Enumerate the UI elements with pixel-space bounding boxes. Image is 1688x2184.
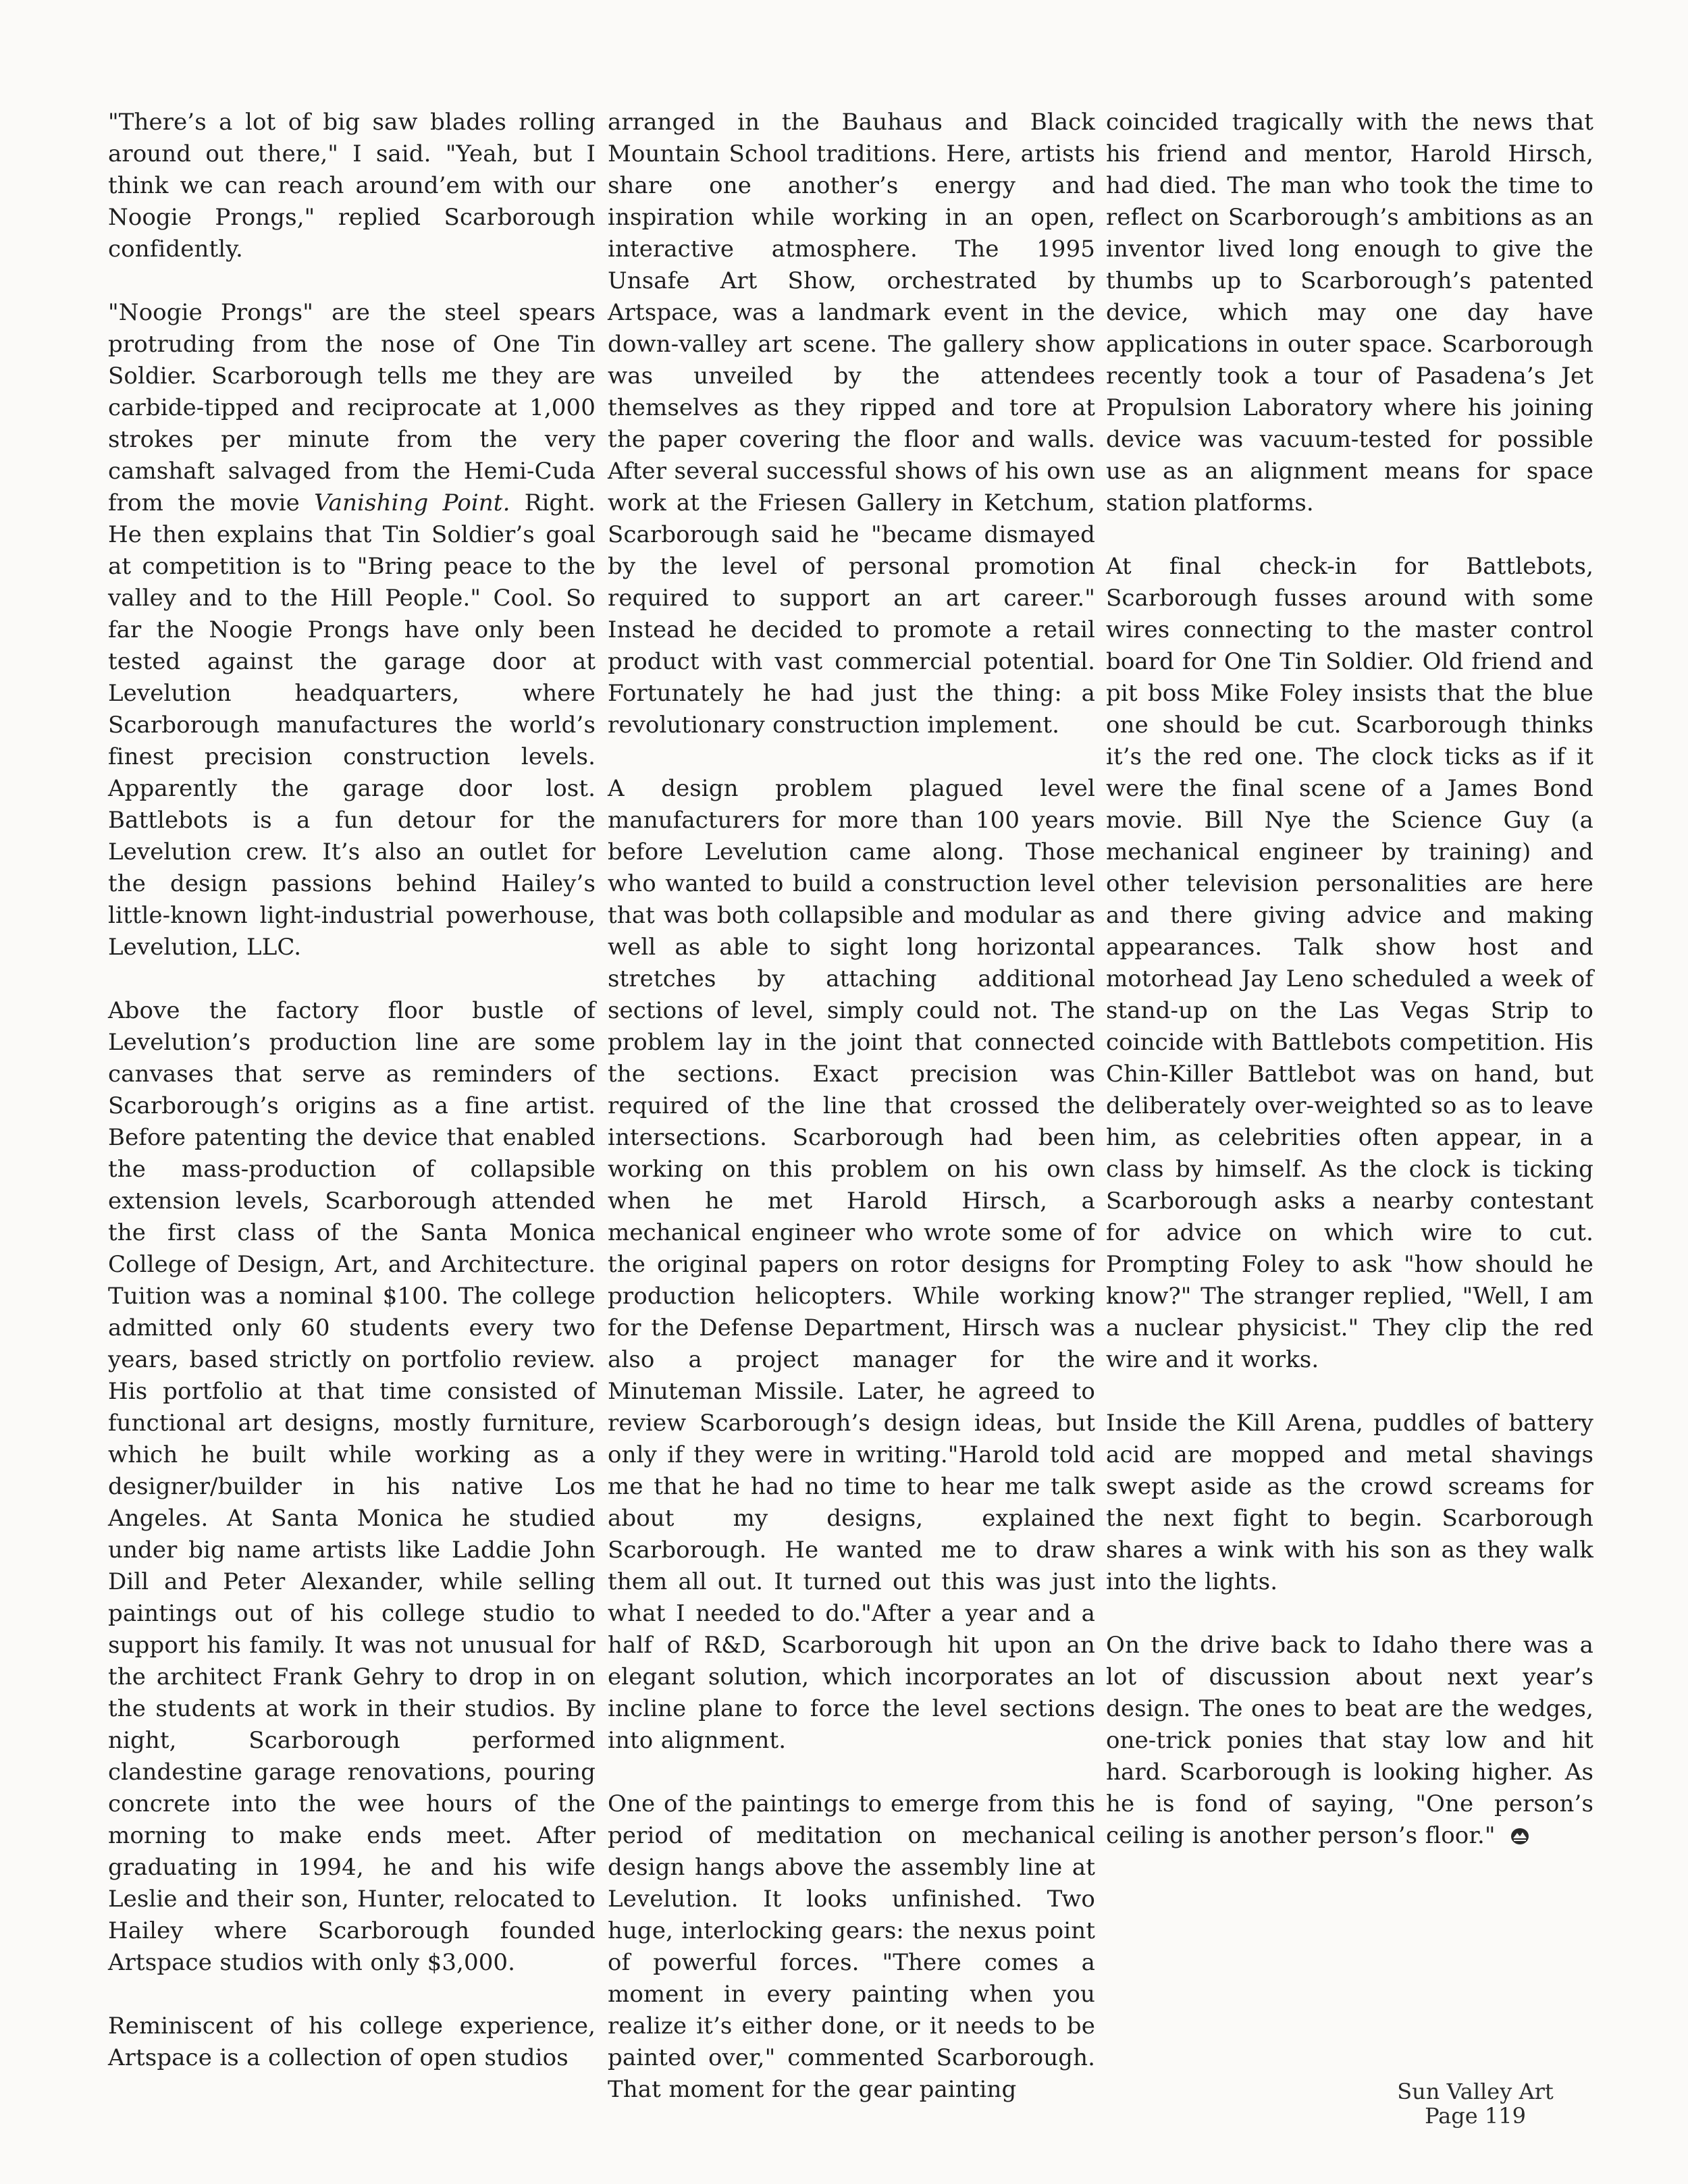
paragraph: Above the factory floor bustle of Levelution’s production line are some canvases that serve as reminders of Scarborough’s origins as a fine artist. Before patenting the device that enabled the mass-production of collapsible extension levels, Scarborough attended the first class of the Santa Monica College of Design, Art, and Architecture. Tuition was a nominal $100. The college admitted only 60 students every two years, based strictly on portfolio review. His portfolio at that time consisted of functional art designs, mostly furniture, which he built while working as a designer/builder in his native Los Angeles. At Santa Monica he studied under big name artists like Laddie John Dill and Peter Alexander, while selling paintings out of his college studio to support his family. It was not unusual for the architect Frank Gehry to drop in on the students at work in their studios. By night, Scarborough performed clandestine garage renovations, pouring concrete into the wee hours of the morning to make ends meet. After graduating in 1994, he and his wife Leslie and their son, Hunter, relocated to Hailey where Scarborough founded Artspace studios with only $3,000. [108, 997, 596, 1976]
sun-valley-logo-icon [1510, 1827, 1530, 1846]
paragraph: One of the paintings to emerge from this period of meditation on mechanical design hangs above the assembly line at Levelution. It looks unfinished. Two huge, interlocking gears: the nexus point of powerful forces. "There comes a moment in every painting when you realize it’s either done, or it needs to be painted over," commented Scarborough. That moment for the gear painting [608, 1790, 1095, 2103]
page-number: Page 119 [1425, 2103, 1526, 2129]
column-3 [1106, 107, 1593, 1884]
paragraph: On the drive back to Idaho there was a lot of discussion about next year’s design. The ones to beat are the wedges, one-trick ponies that stay low and hit hard. Scarborough is looking higher. As he is fond of saying, "One person’s ceiling is another person’s floor." [1106, 1632, 1593, 1849]
paragraph: coincided tragically with the news that his friend and mentor, Harold Hirsch, had died. The man who took the time to reflect on Scarborough’s ambitions as an inventor lived long enough to give the thumbs up to Scarborough’s patented device, which may one day have applications in outer space. Scarborough recently took a tour of Pasadena’s Jet Propulsion Laboratory where his joining device was vacuum-tested for possible use as an alignment means for space station platforms. [1106, 109, 1593, 516]
column-1 [108, 107, 596, 2106]
page-footer [1374, 2079, 1577, 2128]
paragraph: "Noogie Prongs" are the steel spears protruding from the nose of One Tin Soldier. Scarborough tells me they are carbide-tipped and reciprocate at 1,000 strokes per minute from the very camshaft salvaged from the Hemi-Cuda from the movie Vanishing Point. Right. He then explains that Tin Soldier’s goal at competition is to "Bring peace to the valley and to the Hill People." Cool. So far the Noogie Prongs have only been tested against the garage door at Levelution headquarters, where Scarborough manufactures the world’s finest precision construction levels. Apparently the garage door lost. Battlebots is a fun detour for the Levelution crew. It’s also an outlet for the design passions behind Hailey’s little-known light-industrial powerhouse, Levelution, LLC. [108, 299, 596, 961]
column-2 [608, 107, 1095, 2137]
publication-name: Sun Valley Art [1397, 2079, 1554, 2104]
paragraph: At final check-in for Battlebots, Scarborough fusses around with some wires connecting to the master control board for One Tin Soldier. Old friend and pit boss Mike Foley insists that the blue one should be cut. Scarborough thinks it’s the red one. The clock ticks as if it were the final scene of a James Bond movie. Bill Nye the Science Guy (a mechanical engineer by training) and other television personalities are here and there giving advice and making appearances. Talk show host and motorhead Jay Leno scheduled a week of stand-up on the Las Vegas Strip to coincide with Battlebots competition. His Chin-Killer Battlebot was on hand, but deliberately over-weighted so as to leave him, as celebrities often appear, in a class by himself. As the clock is ticking Scarborough asks a nearby contestant for advice on which wire to cut. Prompting Foley to ask "how should he know?" The stranger replied, "Well, I am a nuclear physicist." They clip the red wire and it works. [1106, 553, 1593, 1373]
paragraph: A design problem plagued level manufacturers for more than 100 years before Levelution came along. Those who wanted to build a construction level that was both collapsible and modular as well as able to sight long horizontal stretches by attaching additional sections of level, simply could not. The problem lay in the joint that connected the sections. Exact precision was required of the line that crossed the intersections. Scarborough had been working on this problem on his own when he met Harold Hirsch, a mechanical engineer who wrote some of the original papers on rotor designs for production helicopters. While working for the Defense Department, Hirsch was also a project manager for the Minuteman Missile. Later, he agreed to review Scarborough’s design ideas, but only if they were in writing."Harold told me that he had no time to hear me talk about my designs, explained Scarborough. He wanted me to draw them all out. It turned out this was just what I needed to do."After a year and a half of R&D, Scarborough hit upon an elegant solution, which incorporates an incline plane to force the level sections into alignment. [608, 775, 1095, 1754]
movie-title: Vanishing Point. [314, 489, 510, 516]
paragraph: Reminiscent of his college experience, Artspace is a collection of open studios [108, 2013, 596, 2071]
paragraph: "There’s a lot of big saw blades rolling around out there," I said. "Yeah, but I think we can reach around’em with our Noogie Prongs," replied Scarborough confidently. [108, 109, 596, 263]
paragraph: arranged in the Bauhaus and Black Mountain School traditions. Here, artists share one another’s energy and inspiration while working in an open, interactive atmosphere. The 1995 Unsafe Art Show, orchestrated by Artspace, was a landmark event in the down-valley art scene. The gallery show was unveiled by the attendees themselves as they ripped and tore at the paper covering the floor and walls. After several successful shows of his own work at the Friesen Gallery in Ketchum, Scarborough said he "became dismayed by the level of personal promotion required to support an art career." Instead he decided to promote a retail product with vast commercial potential. Fortunately he had just the thing: a revolutionary construction implement. [608, 109, 1095, 739]
paragraph: Inside the Kill Arena, puddles of battery acid are mopped and metal shavings swept aside as the crowd screams for the next fight to begin. Scarborough shares a wink with his son as they walk into the lights. [1106, 1410, 1593, 1595]
